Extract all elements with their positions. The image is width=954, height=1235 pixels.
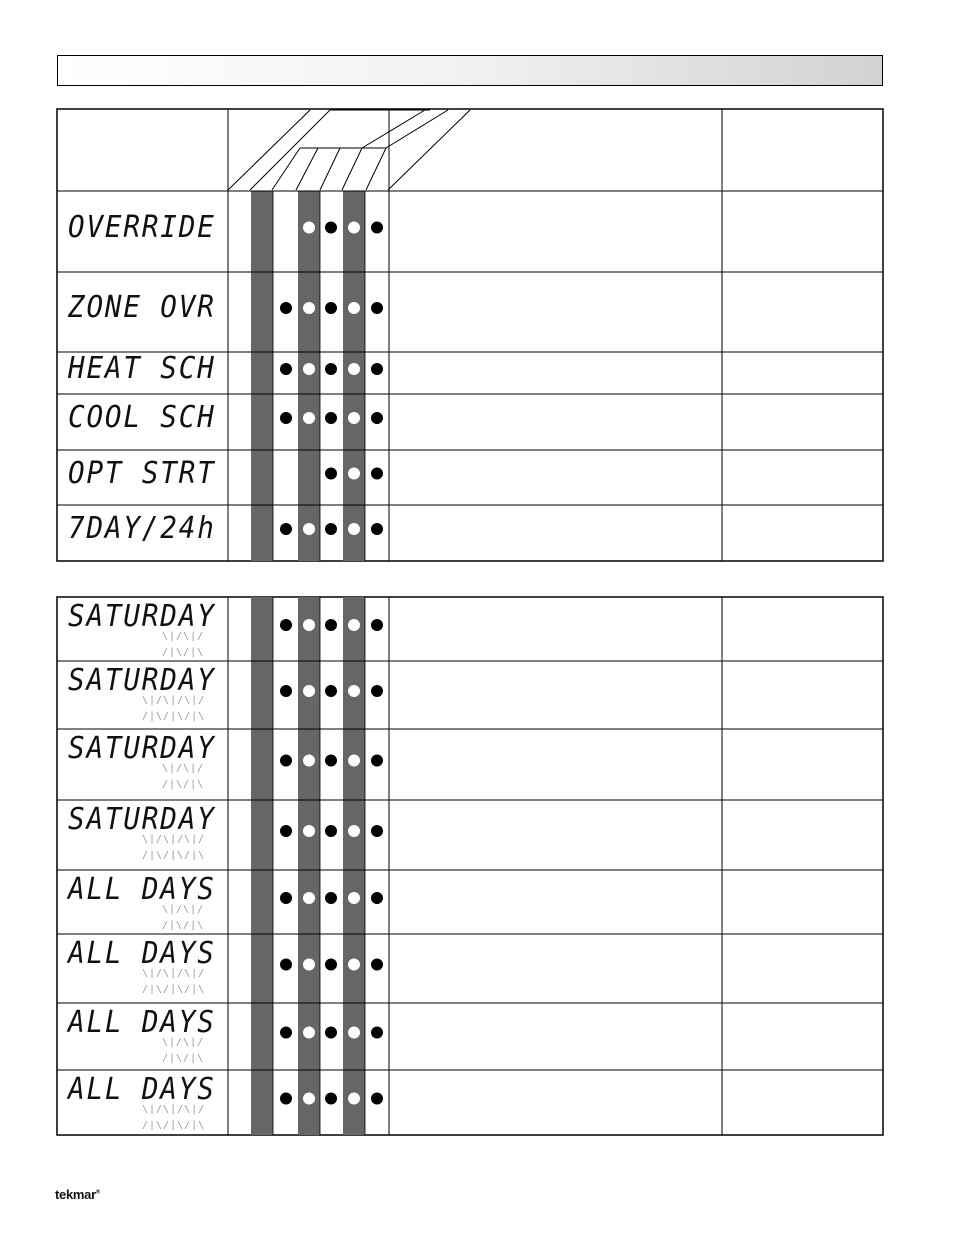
bottom-table-row-3-dot-1 xyxy=(304,826,315,837)
header-slant-line xyxy=(296,148,318,190)
bottom-table-grey-column xyxy=(298,597,320,1135)
bottom-table-row-1-dot-2 xyxy=(326,686,337,697)
bottom-table-row-4-dot-2 xyxy=(326,893,337,904)
bottom-table-row-4-segment-icons-lower: /|\/|\ xyxy=(162,920,205,931)
top-table-row-4-dot-2 xyxy=(326,468,337,479)
top-table-row-2-dot-3 xyxy=(349,364,360,375)
bottom-table-row-0-dot-0 xyxy=(281,620,292,631)
top-table-row-4-lcd: OPT STRT xyxy=(68,455,216,491)
top-table-row-5-dot-2 xyxy=(326,524,337,535)
top-table-row-5-lcd: 7DAY/24h xyxy=(68,511,216,546)
header-slant-line xyxy=(250,110,330,190)
bottom-table-row-3-lcd: SATURDAY xyxy=(68,802,216,837)
bottom-table-row-6-dot-4 xyxy=(372,1027,383,1038)
bottom-table-row-6-lcd: ALL DAYS xyxy=(68,1005,216,1040)
bottom-table-row-0-lcd: SATURDAY xyxy=(68,599,216,634)
bottom-table-row-3-segment-icons-lower: /|\/|\/|\ xyxy=(142,850,206,861)
bottom-table-row-5-dot-1 xyxy=(304,959,315,970)
bottom-table-row-4-dot-1 xyxy=(304,893,315,904)
top-table-row-2-dot-2 xyxy=(326,364,337,375)
top-table-row-1-dot-3 xyxy=(349,303,360,314)
bottom-table-row-7-dot-0 xyxy=(281,1093,292,1104)
bottom-table-row-7-segment-icons-lower: /|\/|\/|\ xyxy=(142,1120,206,1131)
bottom-table-row-2-dot-2 xyxy=(326,755,337,766)
bottom-table-row-2-lcd: SATURDAY xyxy=(68,731,216,766)
top-table-row-1-dot-4 xyxy=(372,303,383,314)
bottom-table-row-0-dot-2 xyxy=(326,620,337,631)
bottom-table-row-6-dot-2 xyxy=(326,1027,337,1038)
bottom-table-row-6-dot-3 xyxy=(349,1027,360,1038)
header-slant-line xyxy=(228,110,310,190)
top-table-row-5-dot-0 xyxy=(281,524,292,535)
bottom-table-row-6-dot-1 xyxy=(304,1027,315,1038)
bottom-table-row-0-segment-icons-lower: /|\/|\ xyxy=(162,647,205,658)
bottom-table-row-5-dot-4 xyxy=(372,959,383,970)
top-table-row-0-dot-3 xyxy=(349,222,360,233)
bottom-table-row-0-dot-3 xyxy=(349,620,360,631)
top-table-row-5-dot-1 xyxy=(304,524,315,535)
bottom-table-row-5-dot-3 xyxy=(349,959,360,970)
bottom-table-row-4-dot-0 xyxy=(281,893,292,904)
top-table-row-3-dot-1 xyxy=(304,413,315,424)
bottom-table-row-1-dot-0 xyxy=(281,686,292,697)
header-slant-line xyxy=(362,110,425,148)
bottom-table-row-7-dot-4 xyxy=(372,1093,383,1104)
top-table-row-4-dot-4 xyxy=(372,468,383,479)
bottom-table-row-5-segment-icons: \|/\|/\|/ xyxy=(142,968,206,979)
bottom-table-row-7-dot-1 xyxy=(304,1093,315,1104)
bottom-table-row-7-segment-icons: \|/\|/\|/ xyxy=(142,1104,206,1115)
top-table-row-1-dot-1 xyxy=(304,303,315,314)
bottom-table-row-2-segment-icons-lower: /|\/|\ xyxy=(162,779,205,790)
top-table-row-3-dot-3 xyxy=(349,413,360,424)
top-table-row-2-dot-4 xyxy=(372,364,383,375)
bottom-table-row-7-dot-2 xyxy=(326,1093,337,1104)
bottom-table-row-3-dot-4 xyxy=(372,826,383,837)
top-table-row-0-dot-2 xyxy=(326,222,337,233)
top-table-row-0-dot-4 xyxy=(372,222,383,233)
header-slant-line xyxy=(366,148,386,190)
header-slant-line xyxy=(320,148,340,190)
top-table-row-3-dot-0 xyxy=(281,413,292,424)
top-table-row-2-dot-0 xyxy=(281,364,292,375)
top-table-row-4-dot-3 xyxy=(349,468,360,479)
bottom-table-row-0-segment-icons: \|/\|/ xyxy=(162,631,205,642)
bottom-table-row-2-dot-1 xyxy=(304,755,315,766)
bottom-table-row-3-dot-3 xyxy=(349,826,360,837)
bottom-table-row-5-dot-0 xyxy=(281,959,292,970)
top-table-row-5-dot-4 xyxy=(372,524,383,535)
bottom-table-row-2-dot-4 xyxy=(372,755,383,766)
top-table-row-1-dot-0 xyxy=(281,303,292,314)
bottom-table-row-1-segment-icons-lower: /|\/|\/|\ xyxy=(142,711,206,722)
bottom-table-row-3-dot-2 xyxy=(326,826,337,837)
bottom-table-row-4-lcd: ALL DAYS xyxy=(68,872,216,907)
top-table-row-3-lcd: COOL SCH xyxy=(68,400,216,435)
bottom-table-row-1-lcd: SATURDAY xyxy=(68,663,216,698)
bottom-table-row-6-segment-icons: \|/\|/ xyxy=(162,1037,205,1048)
top-table-frame xyxy=(57,109,883,561)
brand-name: tekmar xyxy=(55,1187,96,1202)
bottom-table-row-6-dot-0 xyxy=(281,1027,292,1038)
top-table-row-1-dot-2 xyxy=(326,303,337,314)
bottom-table-row-4-dot-4 xyxy=(372,893,383,904)
top-table-row-2-lcd: HEAT SCH xyxy=(68,351,216,386)
bottom-table-grey-column xyxy=(343,597,365,1135)
bottom-table-row-7-dot-3 xyxy=(349,1093,360,1104)
top-table-row-5-dot-3 xyxy=(349,524,360,535)
brand-mark: ® xyxy=(95,1189,100,1196)
tekmar-logo xyxy=(55,1187,100,1202)
bottom-table-row-2-segment-icons: \|/\|/ xyxy=(162,763,205,774)
bottom-table-row-0-dot-4 xyxy=(372,620,383,631)
bottom-table-row-5-segment-icons-lower: /|\/|\/|\ xyxy=(142,984,206,995)
bottom-table-grey-column xyxy=(251,597,273,1135)
top-table-row-2-dot-1 xyxy=(304,364,315,375)
bottom-table-row-1-segment-icons: \|/\|/\|/ xyxy=(142,695,206,706)
bottom-table-row-2-dot-0 xyxy=(281,755,292,766)
bottom-table-row-3-segment-icons: \|/\|/\|/ xyxy=(142,834,206,845)
bottom-table-row-4-segment-icons: \|/\|/ xyxy=(162,904,205,915)
top-table-row-3-dot-2 xyxy=(326,413,337,424)
header-slant-line xyxy=(342,148,362,190)
top-table-row-1-lcd: ZONE OVR xyxy=(68,290,216,325)
top-table-row-0-lcd: OVERRIDE xyxy=(68,209,216,245)
top-table-row-3-dot-4 xyxy=(372,413,383,424)
bottom-table-row-1-dot-3 xyxy=(349,686,360,697)
bottom-table-row-1-dot-1 xyxy=(304,686,315,697)
bottom-table-row-7-lcd: ALL DAYS xyxy=(68,1072,216,1107)
header-slant-line xyxy=(386,110,448,148)
bottom-table-row-5-lcd: ALL DAYS xyxy=(68,936,216,971)
bottom-table-row-2-dot-3 xyxy=(349,755,360,766)
bottom-table-row-0-dot-1 xyxy=(304,620,315,631)
top-table-row-0-dot-1 xyxy=(304,222,315,233)
bottom-table-row-6-segment-icons-lower: /|\/|\ xyxy=(162,1053,205,1064)
bottom-table-row-5-dot-2 xyxy=(326,959,337,970)
bottom-table-row-4-dot-3 xyxy=(349,893,360,904)
bottom-table-row-3-dot-0 xyxy=(281,826,292,837)
bottom-table-row-1-dot-4 xyxy=(372,686,383,697)
